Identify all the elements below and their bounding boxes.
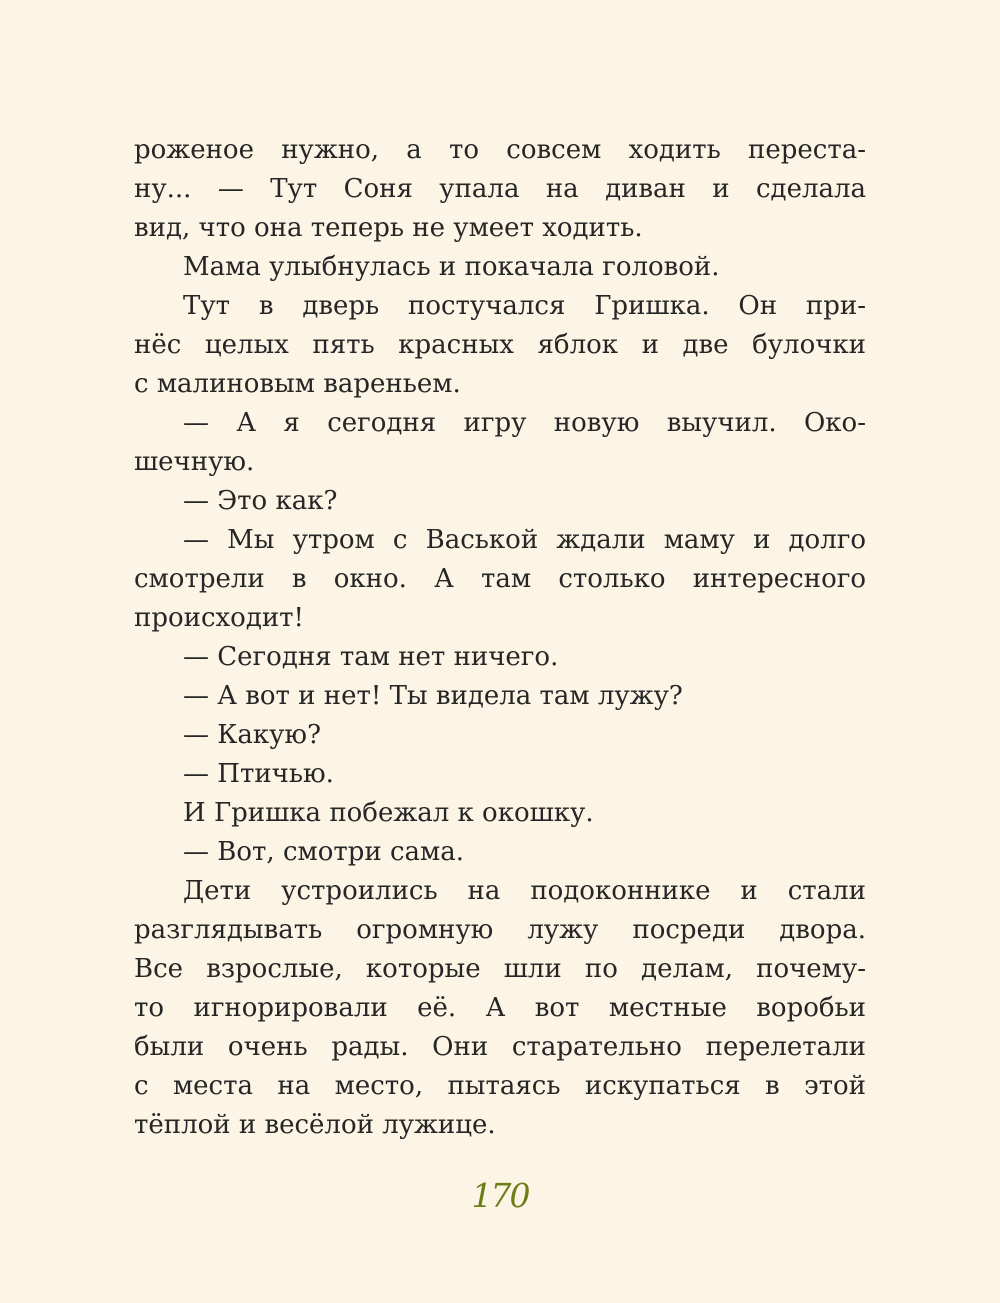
body-text	[134, 131, 866, 1145]
text-line: роженое нужно, а то совсем ходить переста-	[134, 135, 866, 165]
text-line: с места на место, пытаясь искупаться в этой	[134, 1071, 866, 1101]
text-line: Мама улыбнулась и покачала головой.	[183, 252, 720, 282]
text-line: вид, что она теперь не умеет ходить.	[134, 213, 643, 243]
text-line: — А я сегодня игру новую выучил. Око-	[183, 408, 866, 438]
text-line: Тут в дверь постучался Гришка. Он при-	[183, 291, 866, 321]
text-line: были очень рады. Они старательно перелетали	[134, 1032, 866, 1062]
text-line: нёс целых пять красных яблок и две булочки	[134, 330, 866, 360]
text-line: — Вот, смотри сама.	[183, 837, 465, 867]
text-line: — Сегодня там нет ничего.	[183, 642, 559, 672]
text-line: — Это как?	[183, 486, 338, 516]
text-line: шечную.	[134, 447, 255, 477]
text-line: — Мы утром с Васькой ждали маму и долго	[183, 525, 866, 555]
text-line: происходит!	[134, 603, 305, 633]
text-line: Все взрослые, которые шли по делам, почему-	[134, 954, 866, 984]
text-line: — Птичью.	[183, 759, 334, 789]
text-line: смотрели в окно. А там столько интересного	[134, 564, 866, 594]
text-line: тёплой и весёлой лужице.	[134, 1110, 496, 1140]
text-line: — А вот и нет! Ты видела там лужу?	[183, 681, 683, 711]
text-line: с малиновым вареньем.	[134, 369, 461, 399]
text-line: И Гришка побежал к окошку.	[183, 798, 594, 828]
text-line: — Какую?	[183, 720, 322, 750]
text-line: Дети устроились на подоконнике и стали	[183, 876, 866, 906]
page-number: 170	[471, 1176, 529, 1215]
text-line: то игнорировали её. А вот местные воробьи	[134, 993, 866, 1023]
text-line: разглядывать огромную лужу посреди двора.	[134, 915, 866, 945]
text-line: ну... — Тут Соня упала на диван и сделала	[134, 174, 866, 204]
